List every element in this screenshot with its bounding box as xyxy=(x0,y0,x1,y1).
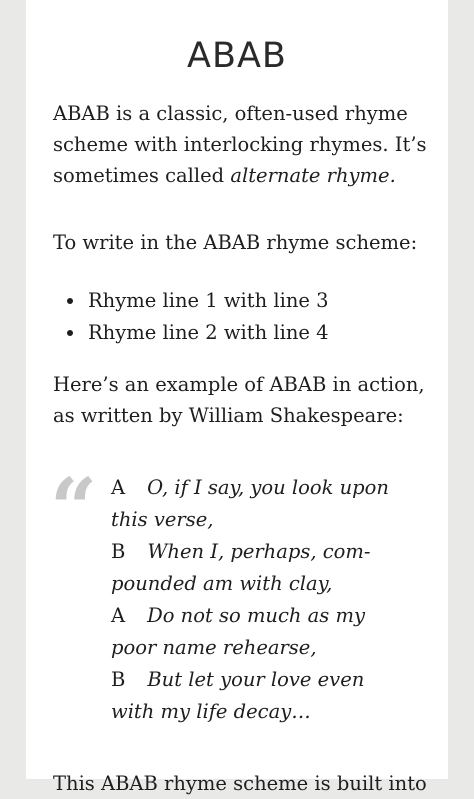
verse-text: O, if I say, you look upon xyxy=(147,476,389,499)
cut-off-paragraph: This ABAB rhyme scheme is built into xyxy=(53,772,427,795)
verse-line xyxy=(111,536,411,568)
intro-italic-term: alternate rhyme. xyxy=(230,164,396,187)
example-intro-paragraph: Here’s an example of ABAB in action, as written by William Shakespeare: xyxy=(53,373,425,427)
intro-text: ABAB is a classic, often-used rhyme scheme with interlocking rhymes. It’s sometimes called xyxy=(53,102,427,187)
rhyme-letter: B xyxy=(111,540,126,563)
rhyme-letter: B xyxy=(111,668,126,691)
list-item xyxy=(53,317,433,349)
bullet-icon xyxy=(67,330,73,336)
verse-line-continuation: pounded am with clay, xyxy=(111,572,333,595)
how-to-paragraph: To write in the ABAB rhyme scheme: xyxy=(53,231,418,254)
verse-line xyxy=(111,472,411,504)
intro-paragraph xyxy=(53,98,433,191)
verse-blockquote xyxy=(111,472,411,728)
rhyme-letter: A xyxy=(111,476,126,499)
verse-line-continuation: this verse, xyxy=(111,508,214,531)
verse-text: Do not so much as my xyxy=(147,604,366,627)
list-item xyxy=(53,285,433,317)
verse-line xyxy=(111,664,411,696)
list-item-text: Rhyme line 1 with line 3 xyxy=(88,289,329,312)
article-page xyxy=(26,0,448,795)
quote-mark-icon: “ xyxy=(50,461,98,557)
verse-text: When I, perhaps, com- xyxy=(147,540,371,563)
list-item-text: Rhyme line 2 with line 4 xyxy=(88,320,329,344)
bullet-icon xyxy=(67,298,73,304)
verse-line-continuation: with my life decay… xyxy=(111,700,311,723)
rules-list xyxy=(53,285,433,348)
verse-line-continuation: poor name rehearse, xyxy=(111,636,317,659)
rhyme-letter: A xyxy=(111,604,126,627)
verse-line xyxy=(111,600,411,632)
verse-text: But let your love even xyxy=(147,668,365,691)
page-title: ABAB xyxy=(187,36,287,76)
